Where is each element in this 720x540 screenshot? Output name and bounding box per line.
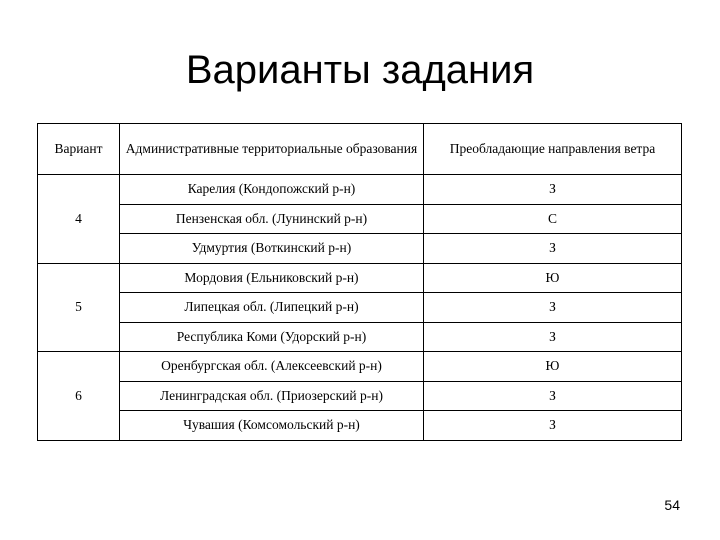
table-header-row [38,124,682,175]
table-row [38,352,682,382]
region-cell: Оренбургская обл. (Алексеевский р-н) [120,352,424,382]
variant-cell: 4 [38,175,120,264]
wind-cell: З [424,234,682,264]
slide-title: Варианты задания [185,48,535,92]
region-cell: Чувашия (Комсомольский р-н) [120,411,424,441]
variants-table [37,123,682,441]
region-cell: Республика Коми (Удорский р-н) [120,322,424,352]
region-cell: Ленинградская обл. (Приозерский р-н) [120,381,424,411]
wind-cell: З [424,381,682,411]
wind-cell: С [424,204,682,234]
region-cell: Карелия (Кондопожский р-н) [120,175,424,205]
page-number: 54 [664,497,680,513]
region-cell: Липецкая обл. (Липецкий р-н) [120,293,424,323]
header-variant: Вариант [38,124,120,175]
wind-cell: З [424,411,682,441]
table-row [38,322,682,352]
region-cell: Удмуртия (Воткинский р-н) [120,234,424,264]
region-cell: Мордовия (Ельниковский р-н) [120,263,424,293]
wind-cell: Ю [424,352,682,382]
wind-cell: Ю [424,263,682,293]
table-row [38,175,682,205]
table-row [38,411,682,441]
table-row [38,204,682,234]
table-row [38,293,682,323]
region-cell: Пензенская обл. (Лунинский р-н) [120,204,424,234]
table-row [38,381,682,411]
variant-cell: 6 [38,352,120,441]
wind-cell: З [424,293,682,323]
table-row [38,234,682,264]
header-region: Административные территориальные образования [120,124,424,175]
header-wind: Преобладающие направления ветра [424,124,682,175]
wind-cell: З [424,175,682,205]
table-row [38,263,682,293]
variant-cell: 5 [38,263,120,352]
wind-cell: З [424,322,682,352]
